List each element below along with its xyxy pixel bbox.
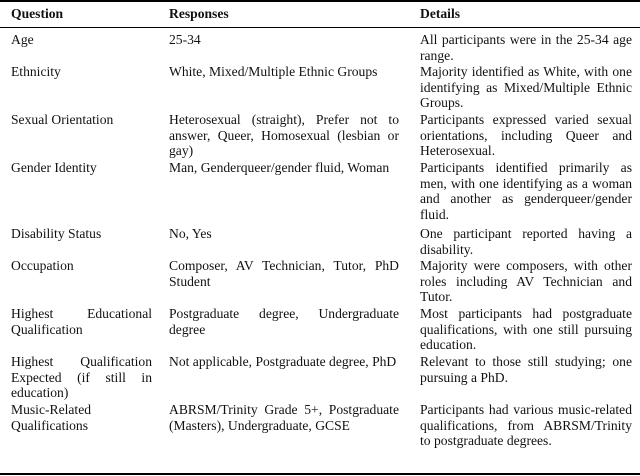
header-responses: Responses bbox=[169, 6, 229, 21]
responses-cell: 25-34 bbox=[169, 32, 201, 47]
details-cell: Majority identified as White, with one identifying as Mixed/Multiple Ethnic Groups. bbox=[420, 64, 632, 111]
header-details: Details bbox=[420, 6, 461, 21]
question-cell: Age bbox=[11, 32, 34, 47]
header-rule bbox=[0, 27, 640, 28]
details-cell: Participants identified primarily as men, with one identifying as a woman and another as genderqueer/gender fluid. bbox=[420, 160, 632, 222]
details-cell: All participants were in the 25-34 age range. bbox=[420, 32, 632, 63]
details-cell: Participants expressed varied sexual orientations, including Queer and Heterosexual. bbox=[420, 112, 632, 159]
question-cell: Gender Identity bbox=[11, 160, 97, 175]
responses-cell: White, Mixed/Multiple Ethnic Groups bbox=[169, 64, 378, 79]
question-cell: Highest Educational Qualification bbox=[11, 306, 152, 337]
responses-cell: ABRSM/Trinity Grade 5+, Postgraduate (Masters), Undergraduate, GCSE bbox=[169, 402, 399, 433]
details-cell: Most participants had postgraduate qualifications, with one still pursuing education. bbox=[420, 306, 632, 353]
responses-cell: Composer, AV Technician, Tutor, PhD Student bbox=[169, 258, 399, 289]
details-cell: Relevant to those still studying; one pursuing a PhD. bbox=[420, 354, 632, 385]
question-cell: Sexual Orientation bbox=[11, 112, 114, 127]
header-question: Question bbox=[11, 6, 64, 21]
responses-cell: Not applicable, Postgraduate degree, PhD bbox=[169, 354, 397, 369]
responses-cell: No, Yes bbox=[169, 226, 212, 241]
responses-cell: Heterosexual (straight), Prefer not to answer, Queer, Homosexual (lesbian or gay) bbox=[169, 112, 399, 159]
question-cell: Ethnicity bbox=[11, 64, 61, 79]
details-cell: One participant reported having a disability. bbox=[420, 226, 632, 257]
question-cell: Occupation bbox=[11, 258, 74, 273]
responses-cell: Man, Genderqueer/gender fluid, Woman bbox=[169, 160, 390, 175]
question-cell: Disability Status bbox=[11, 226, 102, 241]
question-cell: Music-Related Qualifications bbox=[11, 402, 92, 433]
question-cell: Highest Qualification Expected (if still in education) bbox=[11, 354, 152, 401]
details-cell: Majority were composers, with other roles including AV Technician and Tutor. bbox=[420, 258, 632, 305]
details-cell: Participants had various music-related qualifications, from ABRSM/Trinity to postgraduate degrees. bbox=[420, 402, 632, 449]
top-rule bbox=[0, 0, 640, 2]
responses-cell: Postgraduate degree, Undergraduate degree bbox=[169, 306, 399, 337]
bottom-rule bbox=[0, 473, 640, 475]
